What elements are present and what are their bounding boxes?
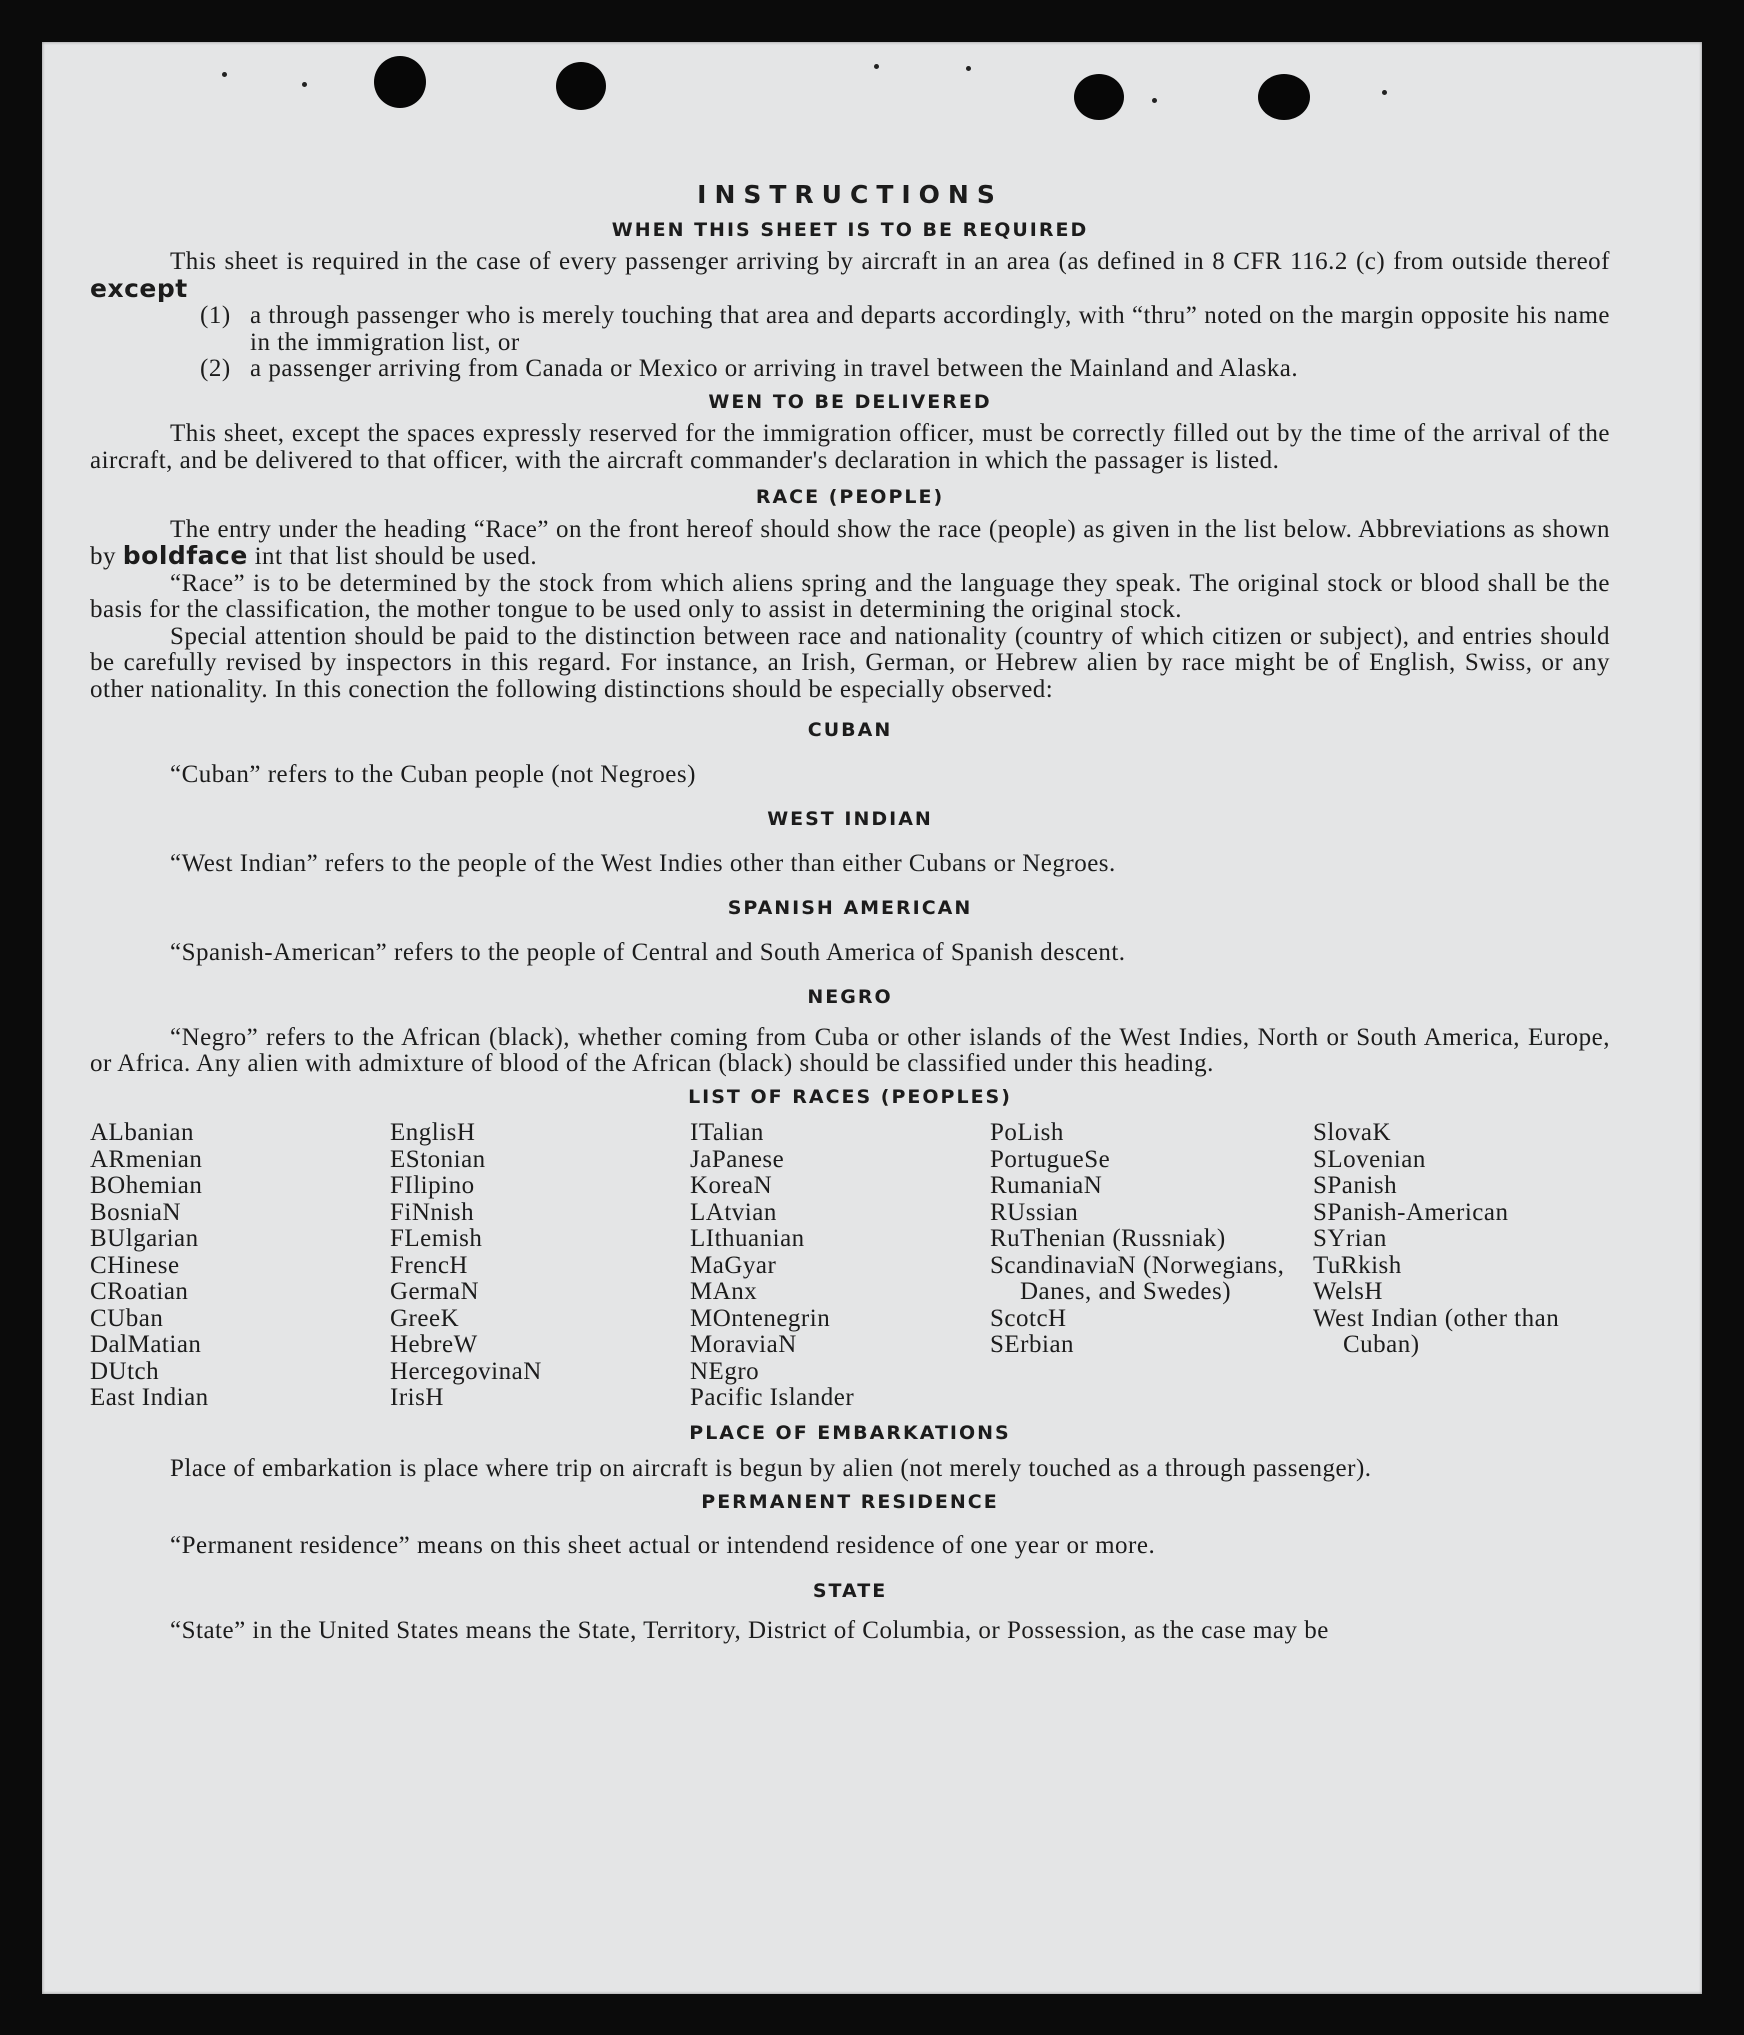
- document-title: INSTRUCTIONS: [697, 180, 1003, 209]
- punch-hole: [556, 62, 606, 110]
- race-paragraph: The entry under the heading “Race” on the front hereof should show the race (people) as given in the list below. Abbreviations as shown by boldface int that list should be used.: [90, 515, 1610, 570]
- definition-paragraph: “Permanent residence” means on this sheet actual or intendend residence of one year or more.: [170, 1532, 1156, 1559]
- requirement-paragraph: This sheet is required in the case of every passenger arriving by aircraft in an area (as defined in 8 CFR 116.2 (c) from outside thereof except: [90, 248, 1610, 303]
- definition-paragraph: “West Indian” refers to the people of the West Indies other than either Cubans or Negroes.: [170, 849, 1116, 877]
- race-item: CUban: [90, 1304, 164, 1332]
- race-item: IrisH: [390, 1384, 444, 1411]
- race-item: DUtch: [90, 1357, 160, 1385]
- race-item: HercegovinaN: [390, 1357, 542, 1385]
- race-item: WelsH: [1313, 1278, 1383, 1305]
- race-item: MoraviaN: [690, 1331, 797, 1358]
- race-item: JaPanese: [690, 1145, 785, 1173]
- section-heading: SPANISH AMERICAN: [727, 897, 973, 919]
- definition-paragraph: “Cuban” refers to the Cuban people (not Negroes): [170, 760, 696, 788]
- race-item: ITalian: [690, 1119, 764, 1146]
- race-item: PoLish: [990, 1119, 1064, 1146]
- race-item: FLemish: [390, 1225, 483, 1252]
- race-paragraph: “Race” is to be determined by the stock from which aliens spring and the language they speak. The original stock or blood shall be the basis for the classification, the mother tongue to be used only to assist in determining the original stock.: [90, 569, 1610, 623]
- race-item: TuRkish: [1313, 1251, 1402, 1279]
- race-item: RUssian: [990, 1198, 1079, 1226]
- section-heading: STATE: [812, 1579, 888, 1602]
- paper-speck: [302, 82, 307, 87]
- punch-hole: [374, 56, 426, 108]
- race-item: CHinese: [90, 1251, 180, 1279]
- race-item: KoreaN: [690, 1172, 773, 1199]
- race-item: RuThenian (Russniak): [990, 1225, 1226, 1252]
- race-item: SPanish-American: [1313, 1198, 1509, 1226]
- race-item: SErbian: [990, 1331, 1075, 1358]
- race-item: BUlgarian: [90, 1225, 199, 1252]
- race-item: FIlipino: [390, 1172, 475, 1199]
- race-item: BOhemian: [90, 1172, 203, 1199]
- race-item: BosniaN: [90, 1198, 181, 1226]
- section-heading: WHEN THIS SHEET IS TO BE REQUIRED: [611, 218, 1089, 241]
- race-item: GreeK: [390, 1304, 460, 1332]
- race-item: ARmenian: [90, 1145, 203, 1173]
- section-heading: PLACE OF EMBARKATIONS: [689, 1421, 1011, 1444]
- definition-paragraph: Place of embarkation is place where trip on aircraft is begun by alien (not merely touched as a through passenger).: [170, 1455, 1372, 1482]
- punch-hole: [1074, 74, 1124, 120]
- races-column: [90, 1120, 390, 1412]
- race-item: ALbanian: [90, 1119, 194, 1146]
- race-item: FrencH: [390, 1251, 468, 1279]
- race-item: ScandinaviaN (Norwegians, Danes, and Swedes): [990, 1251, 1285, 1305]
- race-item: PortugueSe: [990, 1145, 1111, 1173]
- race-item: ScotcH: [990, 1304, 1067, 1332]
- race-item: MAnx: [690, 1278, 758, 1305]
- races-column: [990, 1120, 1313, 1412]
- race-item: SlovaK: [1313, 1119, 1391, 1146]
- section-heading: LIST OF RACES (PEOPLES): [688, 1085, 1012, 1108]
- races-column: [1313, 1120, 1610, 1412]
- exception-item: (1) a through passenger who is merely touching that area and departs accordingly, with “thru” noted on the margin opposite his name in the immigration list, or: [200, 302, 1610, 356]
- race-item: SPanish: [1313, 1172, 1398, 1199]
- exception-list: [90, 303, 1610, 383]
- race-item: LIthuanian: [690, 1225, 805, 1252]
- races-column: [690, 1120, 990, 1412]
- delivery-paragraph: This sheet, except the spaces expressly reserved for the immigration officer, must be correctly filled out by the time of the arrival of the aircraft, and be delivered to that officer, with the aircraft commander's declaration in which the passager is listed.: [90, 420, 1610, 474]
- race-item: RumaniaN: [990, 1172, 1103, 1199]
- punch-hole: [1258, 74, 1310, 120]
- race-item: GermaN: [390, 1278, 480, 1305]
- race-item: DalMatian: [90, 1331, 202, 1358]
- definition-paragraph: “Negro” refers to the African (black), whether coming from Cuba or other islands of the West Indies, North or South America, Europe, or Africa. Any alien with admixture of blood of the African (black) should be classified under this heading.: [90, 1023, 1610, 1077]
- section-heading: WEN TO BE DELIVERED: [708, 390, 992, 413]
- races-column: [390, 1120, 690, 1412]
- document-page: [42, 42, 1702, 1994]
- section-heading: NEGRO: [807, 986, 893, 1008]
- section-heading: PERMANENT RESIDENCE: [701, 1490, 999, 1513]
- race-item: MOntenegrin: [690, 1304, 831, 1332]
- except-keyword: except: [90, 273, 188, 303]
- exception-item: (2) a passenger arriving from Canada or Mexico or arriving in travel between the Mainland and Alaska.: [200, 355, 1299, 382]
- race-item: East Indian: [90, 1384, 209, 1411]
- paper-speck: [222, 72, 227, 77]
- race-item: EStonian: [390, 1145, 486, 1173]
- instructions-content: [90, 182, 1610, 1645]
- boldface-keyword: boldface: [122, 541, 248, 570]
- race-item: Pacific Islander: [690, 1384, 855, 1411]
- definition-paragraph: “State” in the United States means the State, Territory, District of Columbia, or Possession, as the case may be: [170, 1617, 1329, 1644]
- section-heading: CUBAN: [807, 719, 893, 741]
- race-item: West Indian (other than Cuban): [1313, 1304, 1560, 1358]
- races-list: [90, 1120, 1610, 1412]
- race-item: EnglisH: [390, 1119, 476, 1146]
- paper-speck: [1152, 98, 1157, 103]
- race-item: LAtvian: [690, 1198, 777, 1226]
- race-paragraph: Special attention should be paid to the distinction between race and nationality (country of which citizen or subject), and entries should be carefully revised by inspectors in this regard. For instance, an Irish, German, or Hebrew alien by race might be of English, Swiss, or any other nationality. In this conection the following distinctions should be especially observed:: [90, 622, 1610, 703]
- race-item: HebreW: [390, 1331, 478, 1358]
- section-heading: WEST INDIAN: [767, 808, 933, 830]
- race-item: NEgro: [690, 1357, 760, 1385]
- race-item: MaGyar: [690, 1251, 777, 1279]
- race-item: SLovenian: [1313, 1145, 1426, 1173]
- paper-speck: [874, 64, 879, 69]
- section-heading: RACE (PEOPLE): [755, 486, 945, 508]
- race-item: SYrian: [1313, 1225, 1387, 1252]
- paper-speck: [966, 66, 971, 71]
- paper-speck: [1382, 90, 1387, 95]
- race-item: FiNnish: [390, 1198, 475, 1226]
- definition-paragraph: “Spanish-American” refers to the people of Central and South America of Spanish descent.: [170, 938, 1126, 966]
- race-item: CRoatian: [90, 1278, 189, 1305]
